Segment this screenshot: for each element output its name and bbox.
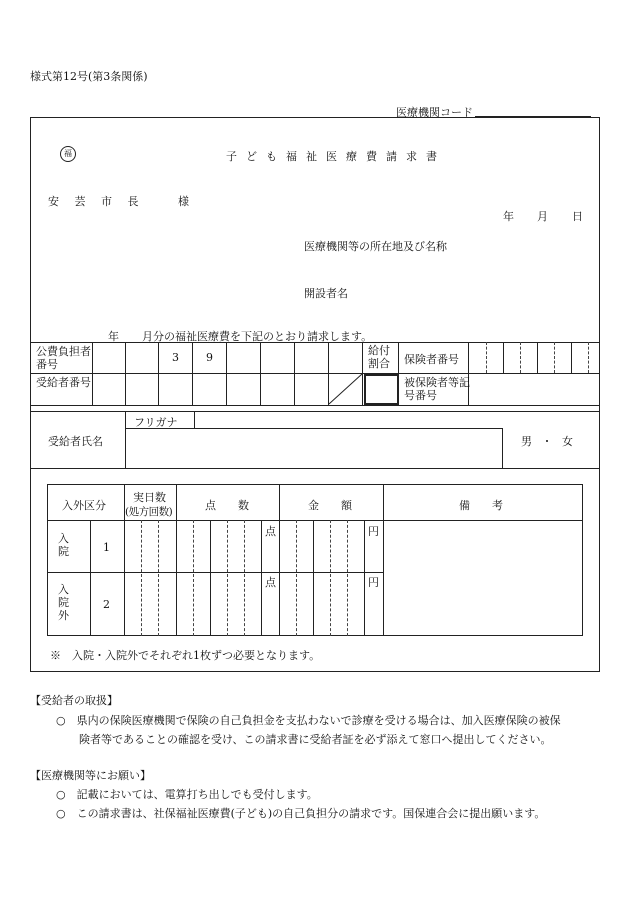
- digit-guide: [141, 520, 142, 636]
- name-divider: [125, 411, 126, 468]
- row-outpatient-yen-unit: 円: [368, 576, 379, 589]
- cell-subdivider: [588, 342, 589, 373]
- header-points: 点 数: [205, 499, 249, 512]
- claims-row-line: [47, 572, 383, 573]
- recipient-item-1: ○ 県内の保険医療機関で保険の自己負担金を支払わないで診療を受ける場合は、加入医療保険の被保: [56, 714, 561, 727]
- row-inpatient-point-unit: 点: [265, 525, 276, 538]
- payer-digit-4: 9: [206, 351, 213, 364]
- row-inpatient-yen-unit: 円: [368, 525, 379, 538]
- col-divider: [279, 484, 280, 636]
- row-outpatient-label: 入院外: [58, 583, 69, 622]
- slash-cell-icon: [328, 373, 364, 405]
- form-title: 子ども福祉医療費請求書: [226, 150, 446, 163]
- digit-guide: [244, 520, 245, 636]
- digit-guide: [313, 520, 314, 636]
- claims-note: ※ 入院・入院外でそれぞれ1枚ずつ必要となります。: [50, 649, 321, 662]
- cell-divider: [260, 342, 261, 405]
- cell-subdivider: [520, 342, 521, 373]
- recipient-heading: 【受給者の取扱】: [30, 694, 118, 707]
- founder-label: 開設者名: [304, 287, 348, 300]
- col-divider: [176, 484, 177, 636]
- grid-bottom-line: [30, 405, 600, 406]
- name-bottom-line: [30, 468, 600, 469]
- cell-divider: [537, 342, 538, 373]
- col-divider: [90, 520, 91, 636]
- institution-code-label: 医療機関コード: [396, 106, 473, 119]
- grid-top-line: [30, 342, 600, 343]
- digit-guide: [261, 520, 262, 636]
- addressee-honorific: 様: [178, 195, 189, 208]
- institution-address-label: 医療機関等の所在地及び名称: [304, 240, 447, 253]
- header-category: 入外区分: [62, 499, 106, 512]
- cell-divider: [294, 342, 295, 405]
- row-outpatient-number: 2: [103, 598, 110, 611]
- header-days-sub: (処方回数): [125, 506, 173, 518]
- furigana-label: フリガナ: [134, 416, 178, 429]
- cell-divider: [192, 342, 193, 405]
- benefit-rate-label: 給付割合: [368, 344, 390, 370]
- institution-heading: 【医療機関等にお願い】: [30, 769, 151, 782]
- insurer-number-label: 保険者番号: [404, 353, 459, 366]
- digit-guide: [330, 520, 331, 636]
- cell-subdivider: [554, 342, 555, 373]
- row-inpatient-number: 1: [103, 541, 110, 554]
- sex-options[interactable]: 男 ・ 女: [521, 435, 576, 448]
- grid-mid-line: [30, 373, 600, 374]
- claims-header-line: [47, 520, 583, 521]
- recipient-name-label: 受給者氏名: [48, 435, 103, 448]
- digit-guide: [193, 520, 194, 636]
- date-month-label: 月: [537, 210, 548, 223]
- institution-item-1: ○ 記載においては、電算打ち出しでも受付します。: [56, 788, 318, 801]
- payer-number-label: 公費負担者番号: [36, 345, 91, 371]
- cell-divider: [92, 342, 93, 405]
- request-year-label: 年: [108, 330, 119, 343]
- cell-subdivider: [486, 342, 487, 373]
- insured-symbol-label: 被保険者等記号番号: [404, 376, 470, 402]
- benefit-rate-field[interactable]: [364, 374, 399, 405]
- digit-guide: [364, 520, 365, 636]
- cell-divider: [571, 342, 572, 373]
- cell-divider: [226, 342, 227, 405]
- furigana-line: [125, 428, 503, 429]
- grid-separator-line: [30, 411, 600, 412]
- row-inpatient-label: 入院: [58, 532, 69, 558]
- header-remarks: 備 考: [459, 499, 503, 512]
- header-amount: 金 額: [308, 499, 352, 512]
- col-divider: [383, 484, 384, 636]
- cell-divider: [503, 342, 504, 373]
- row-outpatient-point-unit: 点: [265, 576, 276, 589]
- addressee: 安 芸 市 長: [48, 195, 145, 208]
- digit-guide: [227, 520, 228, 636]
- digit-guide: [210, 520, 211, 636]
- sex-divider: [502, 428, 503, 468]
- recipient-item-1-cont: 険者等であることの確認を受け、この請求書に受給者証を必ず添えて窓口へ提出してください。: [79, 733, 552, 746]
- date-year-label: 年: [503, 210, 514, 223]
- request-sentence: 月分の福祉医療費を下記のとおり請求します。: [142, 330, 373, 343]
- date-day-label: 日: [572, 210, 583, 223]
- header-days: 実日数: [133, 491, 166, 504]
- payer-digit-3: 3: [172, 351, 179, 364]
- cell-divider: [125, 342, 126, 405]
- furigana-divider: [194, 411, 195, 428]
- recipient-number-label: 受給者番号: [36, 376, 91, 389]
- form-number: 様式第12号(第3条関係): [30, 70, 148, 83]
- digit-guide: [347, 520, 348, 636]
- cell-divider: [158, 342, 159, 405]
- welfare-stamp-icon: 福: [60, 146, 76, 162]
- digit-guide: [158, 520, 159, 636]
- institution-item-2: ○ この請求書は、社保福祉医療費(子ども)の自己負担分の請求です。国保連合会に提出願います。: [56, 807, 546, 820]
- digit-guide: [296, 520, 297, 636]
